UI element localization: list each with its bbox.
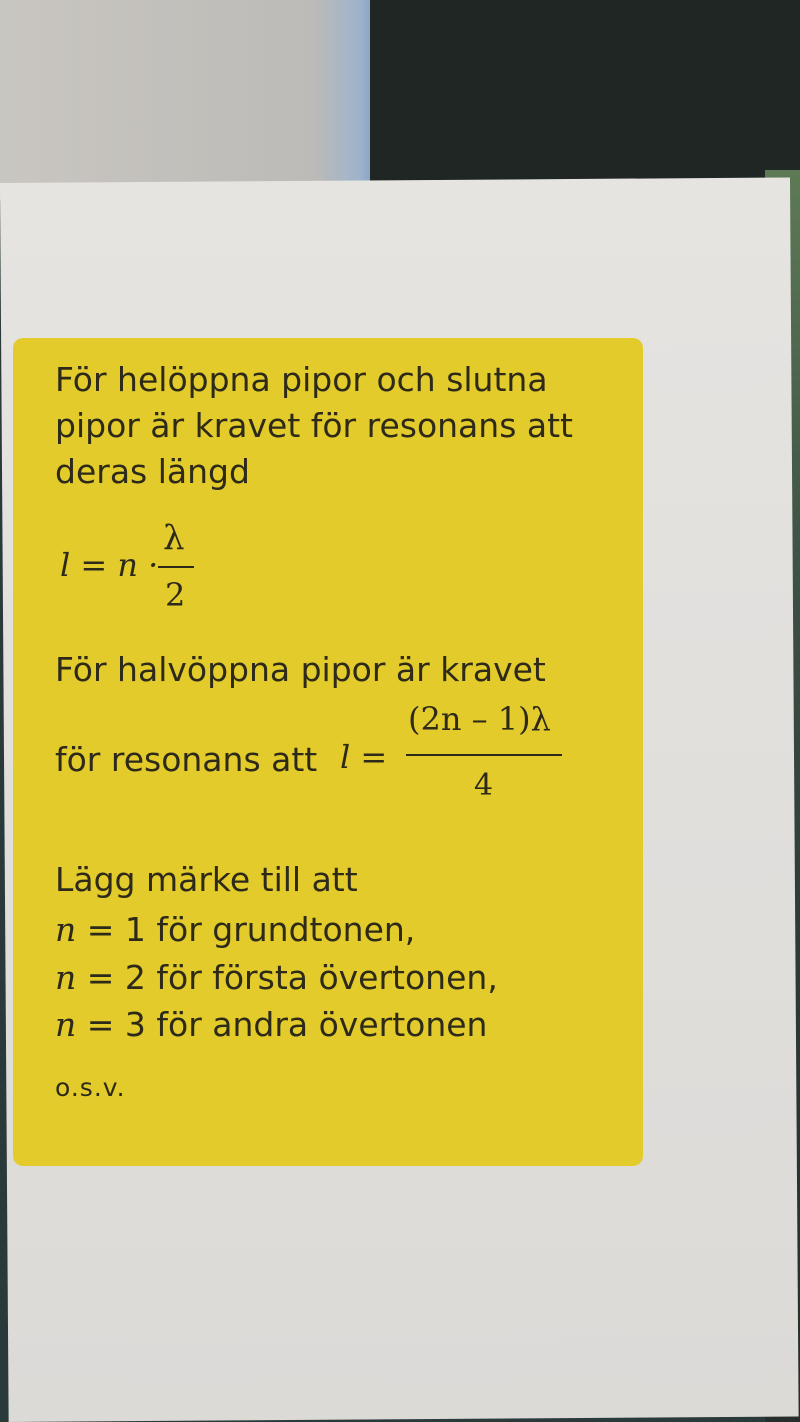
list-item (55, 956, 498, 1000)
formula2-denominator: 4 (474, 768, 494, 803)
list-item (55, 908, 415, 952)
formula1-denominator: 2 (165, 576, 186, 614)
para2-line2: för resonans att (55, 740, 318, 779)
para3-title: Lägg märke till att (55, 860, 358, 899)
para2-line1: För halvöppna pipor är kravet (55, 650, 546, 689)
variable-n: n (55, 958, 77, 997)
list-item-text: = 1 för grundtonen, (76, 910, 416, 949)
formula1-fraction-bar (158, 566, 194, 568)
formula2-lhs: l = (340, 738, 388, 776)
background-wall (0, 0, 390, 200)
para1-line2: pipor är kravet för resonans att (55, 406, 573, 445)
list-item (55, 1003, 487, 1047)
formula2-numerator: (2n – 1)λ (408, 700, 551, 738)
formula1-numerator: λ (163, 518, 185, 558)
list-item-text: = 3 för andra övertonen (76, 1005, 488, 1044)
variable-n: n (55, 910, 77, 949)
para1-line1: För helöppna pipor och slutna (55, 360, 548, 399)
variable-n: n (55, 1005, 77, 1044)
para1-line3: deras längd (55, 452, 250, 491)
formula1-lhs: l = n · (60, 546, 159, 584)
formula2-fraction-bar (406, 754, 562, 756)
background-fabric (370, 0, 800, 200)
etc-text: o.s.v. (55, 1073, 126, 1102)
list-item-text: = 2 för första övertonen, (76, 958, 498, 997)
